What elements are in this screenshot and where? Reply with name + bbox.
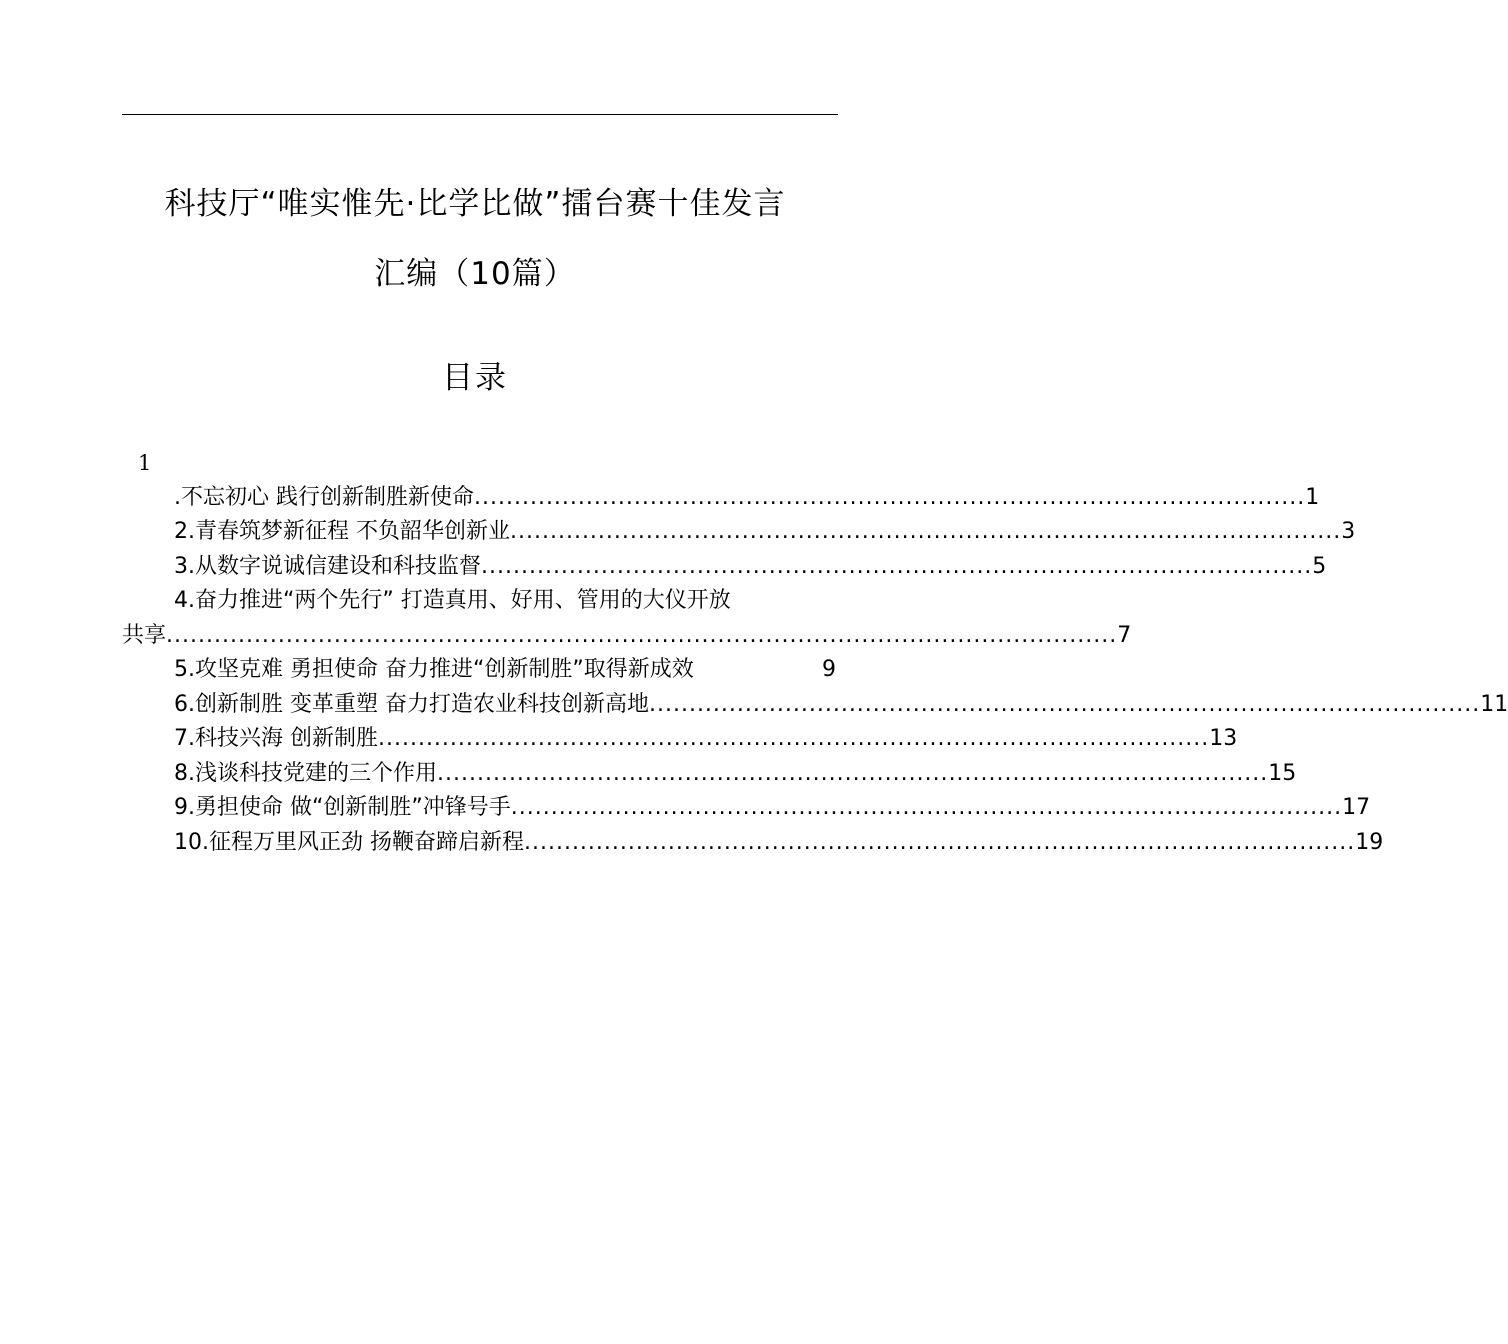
toc-entry-10[interactable]: [122, 826, 1384, 861]
toc-leader-dots: ........................................................................................................: [510, 795, 1343, 820]
toc-leader-dots: ........................................................................................................: [474, 484, 1306, 510]
toc-entry-page: 13: [1209, 726, 1238, 751]
toc-entry-1[interactable]: [122, 481, 1320, 516]
toc-entry-page: 1: [1305, 484, 1320, 510]
toc-entry-page: 11: [1480, 691, 1508, 717]
toc-entry-9[interactable]: [122, 791, 1371, 826]
toc-heading: 目录: [442, 360, 508, 396]
toc-entry-8[interactable]: [122, 757, 1297, 792]
toc-entry-3[interactable]: [122, 550, 1327, 585]
header-rule: [122, 114, 838, 115]
toc-leader-dots: ........................................................................................................: [523, 829, 1356, 855]
toc-leader-dots: ........................................................................................................: [377, 726, 1210, 751]
toc-entry-2[interactable]: [122, 515, 1356, 550]
toc-leader-dots: ........................................................................................................: [437, 760, 1269, 786]
toc-entry-title: 4.奋力推进“两个先行” 打造真用、好用、管用的大仪开放: [174, 588, 731, 613]
document-title-line-1: 科技厅“唯实惟先·比学比做”擂台赛十佳发言: [164, 186, 786, 222]
toc-entry-page: 15: [1268, 760, 1297, 786]
toc-entry-7[interactable]: [122, 722, 1238, 757]
toc-entry-page: 9: [822, 657, 836, 682]
toc-leader-dots: ........................................................................................................: [648, 691, 1481, 717]
toc-entry-4[interactable]: [122, 584, 1132, 653]
toc-entry-page: 3: [1341, 519, 1356, 544]
table-of-contents: [122, 446, 1508, 860]
toc-entry-title: 8.浅谈科技党建的三个作用: [174, 760, 437, 786]
toc-entry-page: 7: [1117, 622, 1132, 648]
toc-entry-title: 5.攻坚克难 勇担使命 奋力推进“创新制胜”取得新成效: [174, 657, 694, 682]
toc-entry-title: .不忘初心 践行创新制胜新使命: [174, 484, 474, 510]
toc-leader-dots: ........................................................................................................: [481, 553, 1313, 579]
toc-entry-title-continued: 共享: [122, 622, 167, 648]
toc-entry-title: 7.科技兴海 创新制胜: [174, 726, 378, 751]
toc-entry-title: 9.勇担使命 做“创新制胜”冲锋号手: [174, 795, 511, 820]
toc-entry-title: 3.从数字说诚信建设和科技监督: [174, 553, 481, 579]
toc-marker: 1: [138, 451, 152, 475]
toc-entry-5[interactable]: [122, 653, 836, 688]
toc-entry-title: 10.征程万里风正劲 扬鞭奋蹄启新程: [174, 829, 524, 855]
toc-entry-6[interactable]: [122, 688, 1508, 723]
toc-entry-page: 17: [1342, 795, 1371, 820]
document-title-line-2: 汇编（10篇）: [374, 256, 576, 292]
toc-leader-dots: [694, 653, 822, 688]
toc-entry-page: 5: [1312, 553, 1327, 579]
toc-entry-page: 19: [1355, 829, 1384, 855]
toc-leader-dots: .......................................................................................................................: [166, 622, 1118, 648]
toc-entry-title: 6.创新制胜 变革重塑 奋力打造农业科技创新高地: [174, 691, 649, 717]
toc-leader-dots: ........................................................................................................: [510, 519, 1342, 544]
toc-entry-title: 2.青春筑梦新征程 不负韶华创新业: [174, 519, 510, 544]
